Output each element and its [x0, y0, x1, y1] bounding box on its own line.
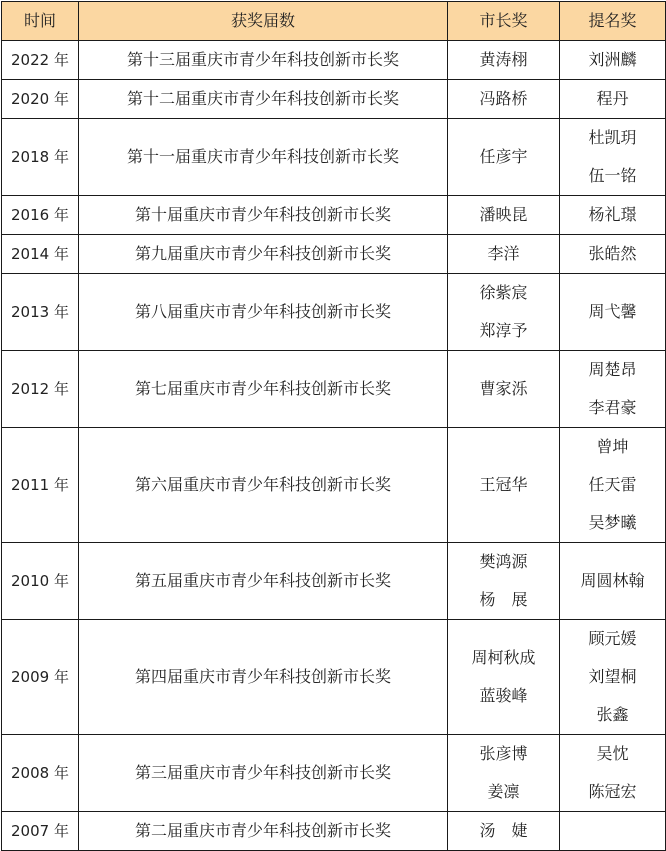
nominee-name: 刘洲麟 — [588, 50, 637, 69]
award-cell: 第六届重庆市青少年科技创新市长奖 — [79, 428, 448, 543]
mayor-award-winner: 蓝骏峰 — [479, 686, 528, 705]
mayor-award-cell — [448, 119, 560, 196]
award-cell: 第十三届重庆市青少年科技创新市长奖 — [79, 41, 448, 80]
mayor-award-winner: 汤 婕 — [479, 821, 528, 840]
year-cell: 2011 年 — [2, 428, 79, 543]
nominee-name: 杜凯玥 — [588, 128, 637, 147]
table-row — [2, 812, 666, 851]
nominee-name: 伍一铭 — [588, 166, 637, 185]
nominee-name: 张鑫 — [596, 705, 629, 724]
mayor-award-cell — [448, 196, 560, 235]
nominee-cell — [560, 235, 666, 274]
nominee-name: 程丹 — [596, 89, 629, 108]
mayor-award-winner: 任彦宇 — [479, 147, 528, 166]
mayor-award-cell — [448, 620, 560, 735]
mayor-award-winner: 潘映昆 — [479, 205, 528, 224]
year-cell: 2014 年 — [2, 235, 79, 274]
table-row — [2, 80, 666, 119]
award-cell: 第七届重庆市青少年科技创新市长奖 — [79, 351, 448, 428]
header-mayor: 市长奖 — [448, 2, 560, 41]
table-row — [2, 428, 666, 543]
mayor-award-winner: 黄涛栩 — [479, 50, 528, 69]
table-row — [2, 41, 666, 80]
mayor-award-winner: 张彦博 — [479, 744, 528, 763]
mayor-award-cell — [448, 351, 560, 428]
header-row — [2, 2, 666, 41]
header-award: 获奖届数 — [79, 2, 448, 41]
year-cell: 2007 年 — [2, 812, 79, 851]
nominee-cell — [560, 620, 666, 735]
year-cell: 2010 年 — [2, 543, 79, 620]
nominee-name: 曾坤 — [596, 437, 629, 456]
nominee-name: 李君豪 — [588, 398, 637, 417]
nominee-name: 陈冠宏 — [588, 782, 637, 801]
nominee-cell — [560, 80, 666, 119]
table-row — [2, 274, 666, 351]
table-row — [2, 543, 666, 620]
mayor-award-cell — [448, 543, 560, 620]
nominee-name: 吴梦曦 — [588, 513, 637, 532]
mayor-award-cell — [448, 812, 560, 851]
nominee-cell — [560, 735, 666, 812]
nominee-name: 杨礼璟 — [588, 205, 637, 224]
award-cell: 第五届重庆市青少年科技创新市长奖 — [79, 543, 448, 620]
table-header — [2, 2, 666, 41]
nominee-name: 刘望桐 — [588, 667, 637, 686]
year-cell: 2009 年 — [2, 620, 79, 735]
mayor-award-winner: 冯路桥 — [479, 89, 528, 108]
year-cell: 2020 年 — [2, 80, 79, 119]
award-cell: 第四届重庆市青少年科技创新市长奖 — [79, 620, 448, 735]
nominee-name: 周圆林翰 — [580, 571, 645, 590]
mayor-award-cell — [448, 735, 560, 812]
award-cell: 第十一届重庆市青少年科技创新市长奖 — [79, 119, 448, 196]
year-cell: 2018 年 — [2, 119, 79, 196]
mayor-award-winner: 李洋 — [487, 244, 520, 263]
nominee-cell — [560, 119, 666, 196]
mayor-award-cell — [448, 235, 560, 274]
mayor-award-winner: 曹家泺 — [479, 379, 528, 398]
nominee-cell — [560, 351, 666, 428]
mayor-award-cell — [448, 41, 560, 80]
nominee-name: 周弋馨 — [588, 302, 637, 321]
table-row — [2, 735, 666, 812]
table-body — [2, 41, 666, 851]
nominee-cell — [560, 274, 666, 351]
nominee-name: 吴忱 — [596, 744, 629, 763]
year-cell: 2016 年 — [2, 196, 79, 235]
year-cell: 2008 年 — [2, 735, 79, 812]
nominee-cell — [560, 41, 666, 80]
mayor-award-winner: 郑淳予 — [479, 321, 528, 340]
mayor-award-cell — [448, 80, 560, 119]
mayor-award-cell — [448, 428, 560, 543]
mayor-award-winner: 周柯秋成 — [471, 648, 536, 667]
award-cell: 第三届重庆市青少年科技创新市长奖 — [79, 735, 448, 812]
mayor-award-winner: 杨 展 — [479, 590, 528, 609]
mayor-award-cell — [448, 274, 560, 351]
nominee-cell — [560, 196, 666, 235]
award-cell: 第十届重庆市青少年科技创新市长奖 — [79, 196, 448, 235]
awards-table — [1, 1, 666, 851]
year-cell: 2013 年 — [2, 274, 79, 351]
nominee-name: 张皓然 — [588, 244, 637, 263]
nominee-name: 周楚昂 — [588, 360, 637, 379]
nominee-name: 顾元媛 — [588, 629, 637, 648]
table-row — [2, 119, 666, 196]
award-cell: 第八届重庆市青少年科技创新市长奖 — [79, 274, 448, 351]
nominee-cell — [560, 812, 666, 851]
header-nominee: 提名奖 — [560, 2, 666, 41]
table-row — [2, 196, 666, 235]
award-cell: 第十二届重庆市青少年科技创新市长奖 — [79, 80, 448, 119]
nominee-name: 任天雷 — [588, 475, 637, 494]
mayor-award-winner: 徐紫宸 — [479, 283, 528, 302]
year-cell: 2022 年 — [2, 41, 79, 80]
nominee-cell — [560, 428, 666, 543]
year-cell: 2012 年 — [2, 351, 79, 428]
award-cell: 第九届重庆市青少年科技创新市长奖 — [79, 235, 448, 274]
mayor-award-winner: 樊鸿源 — [479, 552, 528, 571]
table-row — [2, 351, 666, 428]
award-cell: 第二届重庆市青少年科技创新市长奖 — [79, 812, 448, 851]
header-year: 时间 — [2, 2, 79, 41]
table-row — [2, 235, 666, 274]
table-row — [2, 620, 666, 735]
mayor-award-winner: 王冠华 — [479, 475, 528, 494]
mayor-award-winner: 姜凛 — [487, 782, 520, 801]
nominee-cell — [560, 543, 666, 620]
